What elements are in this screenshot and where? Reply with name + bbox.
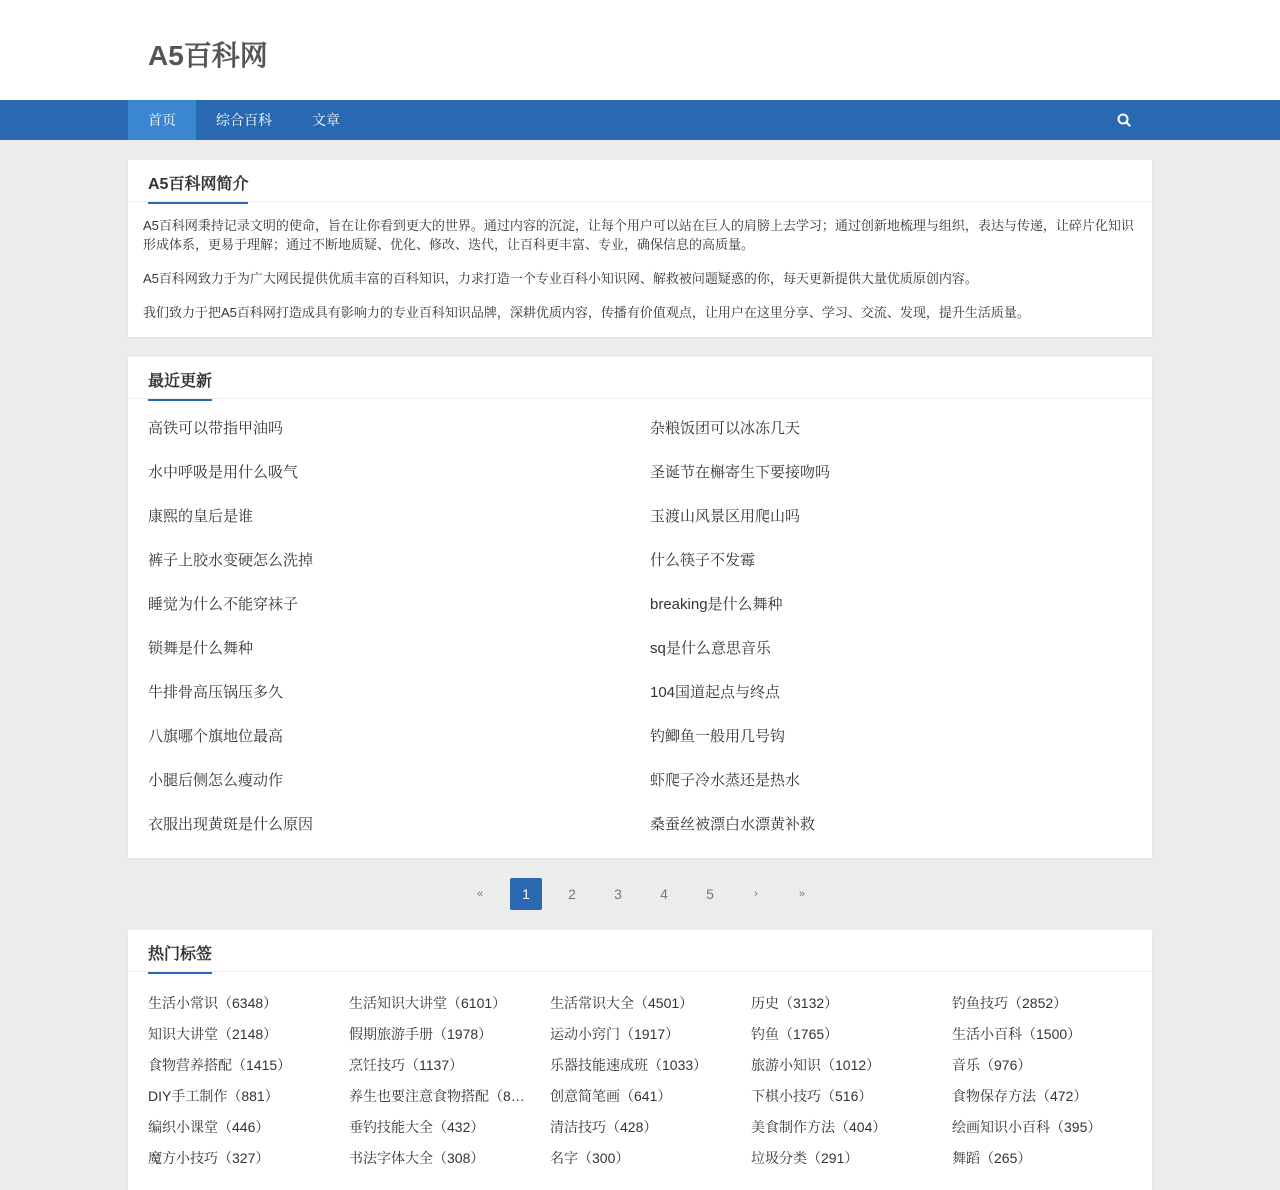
nav-item-1[interactable]: 综合百科 bbox=[216, 112, 272, 128]
recent-list-item[interactable]: 牛排骨高压锅压多久 bbox=[148, 684, 284, 701]
tag-link[interactable]: 生活小百科（1500） bbox=[952, 1026, 1082, 1042]
recent-list-item[interactable]: 裤子上胶水变硬怎么洗掉 bbox=[148, 552, 314, 569]
recent-list-item[interactable]: 杂粮饭团可以冰冻几天 bbox=[650, 420, 801, 437]
tag-link[interactable]: 生活小常识（6348） bbox=[148, 995, 278, 1011]
tag-link[interactable]: 垃圾分类（291） bbox=[751, 1150, 859, 1166]
recent-list-item[interactable]: 玉渡山风景区用爬山吗 bbox=[650, 508, 801, 525]
tags-title: 热门标签 bbox=[148, 941, 212, 974]
tag-link[interactable]: 假期旅游手册（1978） bbox=[349, 1026, 493, 1042]
intro-title: A5百科网简介 bbox=[148, 171, 248, 204]
recent-list-item[interactable]: 钓鲫鱼一般用几号钩 bbox=[650, 728, 786, 745]
site-logo[interactable]: A5百科网 bbox=[148, 40, 268, 71]
recent-list bbox=[128, 399, 1152, 847]
first-page-button[interactable]: « bbox=[476, 888, 484, 900]
nav-item-0[interactable]: 首页 bbox=[128, 100, 196, 140]
intro-paragraph: A5百科网秉持记录文明的使命，旨在让你看到更大的世界。通过内容的沉淀，让每个用户可以站在巨人的肩膀上去学习；通过创新地梳理与组织，表达与传递，让碎片化知识形成体系，更易于理解；通过不断地质疑、优化、修改、迭代，让百科更丰富、专业，确保信息的高质量。 bbox=[143, 218, 1134, 252]
tag-link[interactable]: 食物营养搭配（1415） bbox=[148, 1057, 292, 1073]
recent-list-item[interactable]: 桑蚕丝被漂白水漂黄补救 bbox=[650, 816, 816, 833]
main-nav bbox=[0, 100, 1280, 140]
recent-list-item[interactable]: 小腿后侧怎么瘦动作 bbox=[148, 772, 284, 789]
recent-list-item[interactable]: 104国道起点与终点 bbox=[650, 684, 781, 701]
recent-title: 最近更新 bbox=[148, 368, 212, 401]
tag-link[interactable]: 运动小窍门（1917） bbox=[550, 1026, 680, 1042]
site-header bbox=[0, 0, 1280, 100]
recent-list-item[interactable]: 康熙的皇后是谁 bbox=[148, 508, 254, 525]
tag-link[interactable]: 编织小课堂（446） bbox=[148, 1119, 270, 1135]
recent-list-item[interactable]: 虾爬子冷水蒸还是热水 bbox=[650, 772, 801, 789]
tag-link[interactable]: 钓鱼（1765） bbox=[751, 1026, 839, 1042]
nav-items bbox=[128, 100, 360, 140]
tag-link[interactable]: 生活知识大讲堂（6101） bbox=[349, 995, 507, 1011]
tag-link[interactable]: 绘画知识小百科（395） bbox=[952, 1119, 1102, 1135]
recent-list-item[interactable]: 水中呼吸是用什么吸气 bbox=[148, 464, 299, 481]
recent-card bbox=[128, 357, 1152, 858]
tags-card bbox=[128, 930, 1152, 1190]
recent-list-item[interactable]: 锁舞是什么舞种 bbox=[148, 640, 254, 657]
intro-paragraph: 我们致力于把A5百科网打造成具有影响力的专业百科知识品牌，深耕优质内容，传播有价值观点，让用户在这里分享、学习、交流、发现，提升生活质量。 bbox=[143, 305, 1030, 320]
pagination bbox=[464, 878, 832, 910]
tag-link[interactable]: 魔方小技巧（327） bbox=[148, 1150, 270, 1166]
tag-link[interactable]: 名字（300） bbox=[550, 1150, 630, 1166]
intro-card-header bbox=[128, 160, 1152, 202]
tag-link[interactable]: 音乐（976） bbox=[952, 1057, 1032, 1073]
page-button-4[interactable]: 4 bbox=[660, 886, 668, 902]
tag-link[interactable]: 知识大讲堂（2148） bbox=[148, 1026, 278, 1042]
intro-body bbox=[128, 202, 1152, 343]
intro-card bbox=[128, 160, 1152, 337]
recent-list-item[interactable]: breaking是什么舞种 bbox=[650, 596, 783, 613]
recent-list-item[interactable]: sq是什么意思音乐 bbox=[650, 640, 771, 657]
next-page-button[interactable]: › bbox=[754, 888, 758, 900]
tag-link[interactable]: 下棋小技巧（516） bbox=[751, 1088, 873, 1104]
nav-item-2[interactable]: 文章 bbox=[312, 112, 340, 128]
intro-paragraph: A5百科网致力于为广大网民提供优质丰富的百科知识，力求打造一个专业百科小知识网、解救被问题疑惑的你，每天更新提供大量优质原创内容。 bbox=[143, 271, 978, 286]
tag-link[interactable]: 清洁技巧（428） bbox=[550, 1119, 658, 1135]
tag-link[interactable]: 食物保存方法（472） bbox=[952, 1088, 1088, 1104]
tag-link[interactable]: 养生也要注意食物搭配（8… bbox=[349, 1088, 525, 1104]
tags-card-header bbox=[128, 930, 1152, 972]
page-button-5[interactable]: 5 bbox=[706, 886, 714, 902]
page-button-1[interactable]: 1 bbox=[510, 878, 542, 910]
last-page-button[interactable]: » bbox=[798, 888, 806, 900]
recent-list-item[interactable]: 衣服出现黄斑是什么原因 bbox=[148, 816, 314, 833]
tag-link[interactable]: 乐器技能速成班（1033） bbox=[550, 1057, 708, 1073]
page-button-3[interactable]: 3 bbox=[614, 886, 622, 902]
tag-link[interactable]: 钓鱼技巧（2852） bbox=[952, 995, 1068, 1011]
page-button-2[interactable]: 2 bbox=[568, 886, 576, 902]
recent-list-item[interactable]: 睡觉为什么不能穿袜子 bbox=[148, 596, 299, 613]
tag-link[interactable]: 美食制作方法（404） bbox=[751, 1119, 887, 1135]
recent-card-header bbox=[128, 357, 1152, 399]
recent-list-item[interactable]: 什么筷子不发霉 bbox=[650, 552, 756, 569]
tag-link[interactable]: DIY手工制作（881） bbox=[148, 1088, 279, 1104]
tag-link[interactable]: 旅游小知识（1012） bbox=[751, 1057, 881, 1073]
tag-link[interactable]: 烹饪技巧（1137） bbox=[349, 1057, 464, 1073]
tag-link[interactable]: 历史（3132） bbox=[751, 995, 839, 1011]
tag-link[interactable]: 生活常识大全（4501） bbox=[550, 995, 694, 1011]
tag-link[interactable]: 书法字体大全（308） bbox=[349, 1150, 485, 1166]
recent-list-item[interactable]: 圣诞节在槲寄生下要接吻吗 bbox=[650, 464, 831, 481]
tag-grid bbox=[128, 972, 1152, 1174]
tag-link[interactable]: 创意简笔画（641） bbox=[550, 1088, 672, 1104]
tag-link[interactable]: 舞蹈（265） bbox=[952, 1150, 1032, 1166]
recent-list-item[interactable]: 八旗哪个旗地位最高 bbox=[148, 728, 284, 745]
search-icon[interactable] bbox=[1114, 110, 1134, 130]
recent-list-item[interactable]: 高铁可以带指甲油吗 bbox=[148, 420, 284, 437]
tag-link[interactable]: 垂钓技能大全（432） bbox=[349, 1119, 485, 1135]
